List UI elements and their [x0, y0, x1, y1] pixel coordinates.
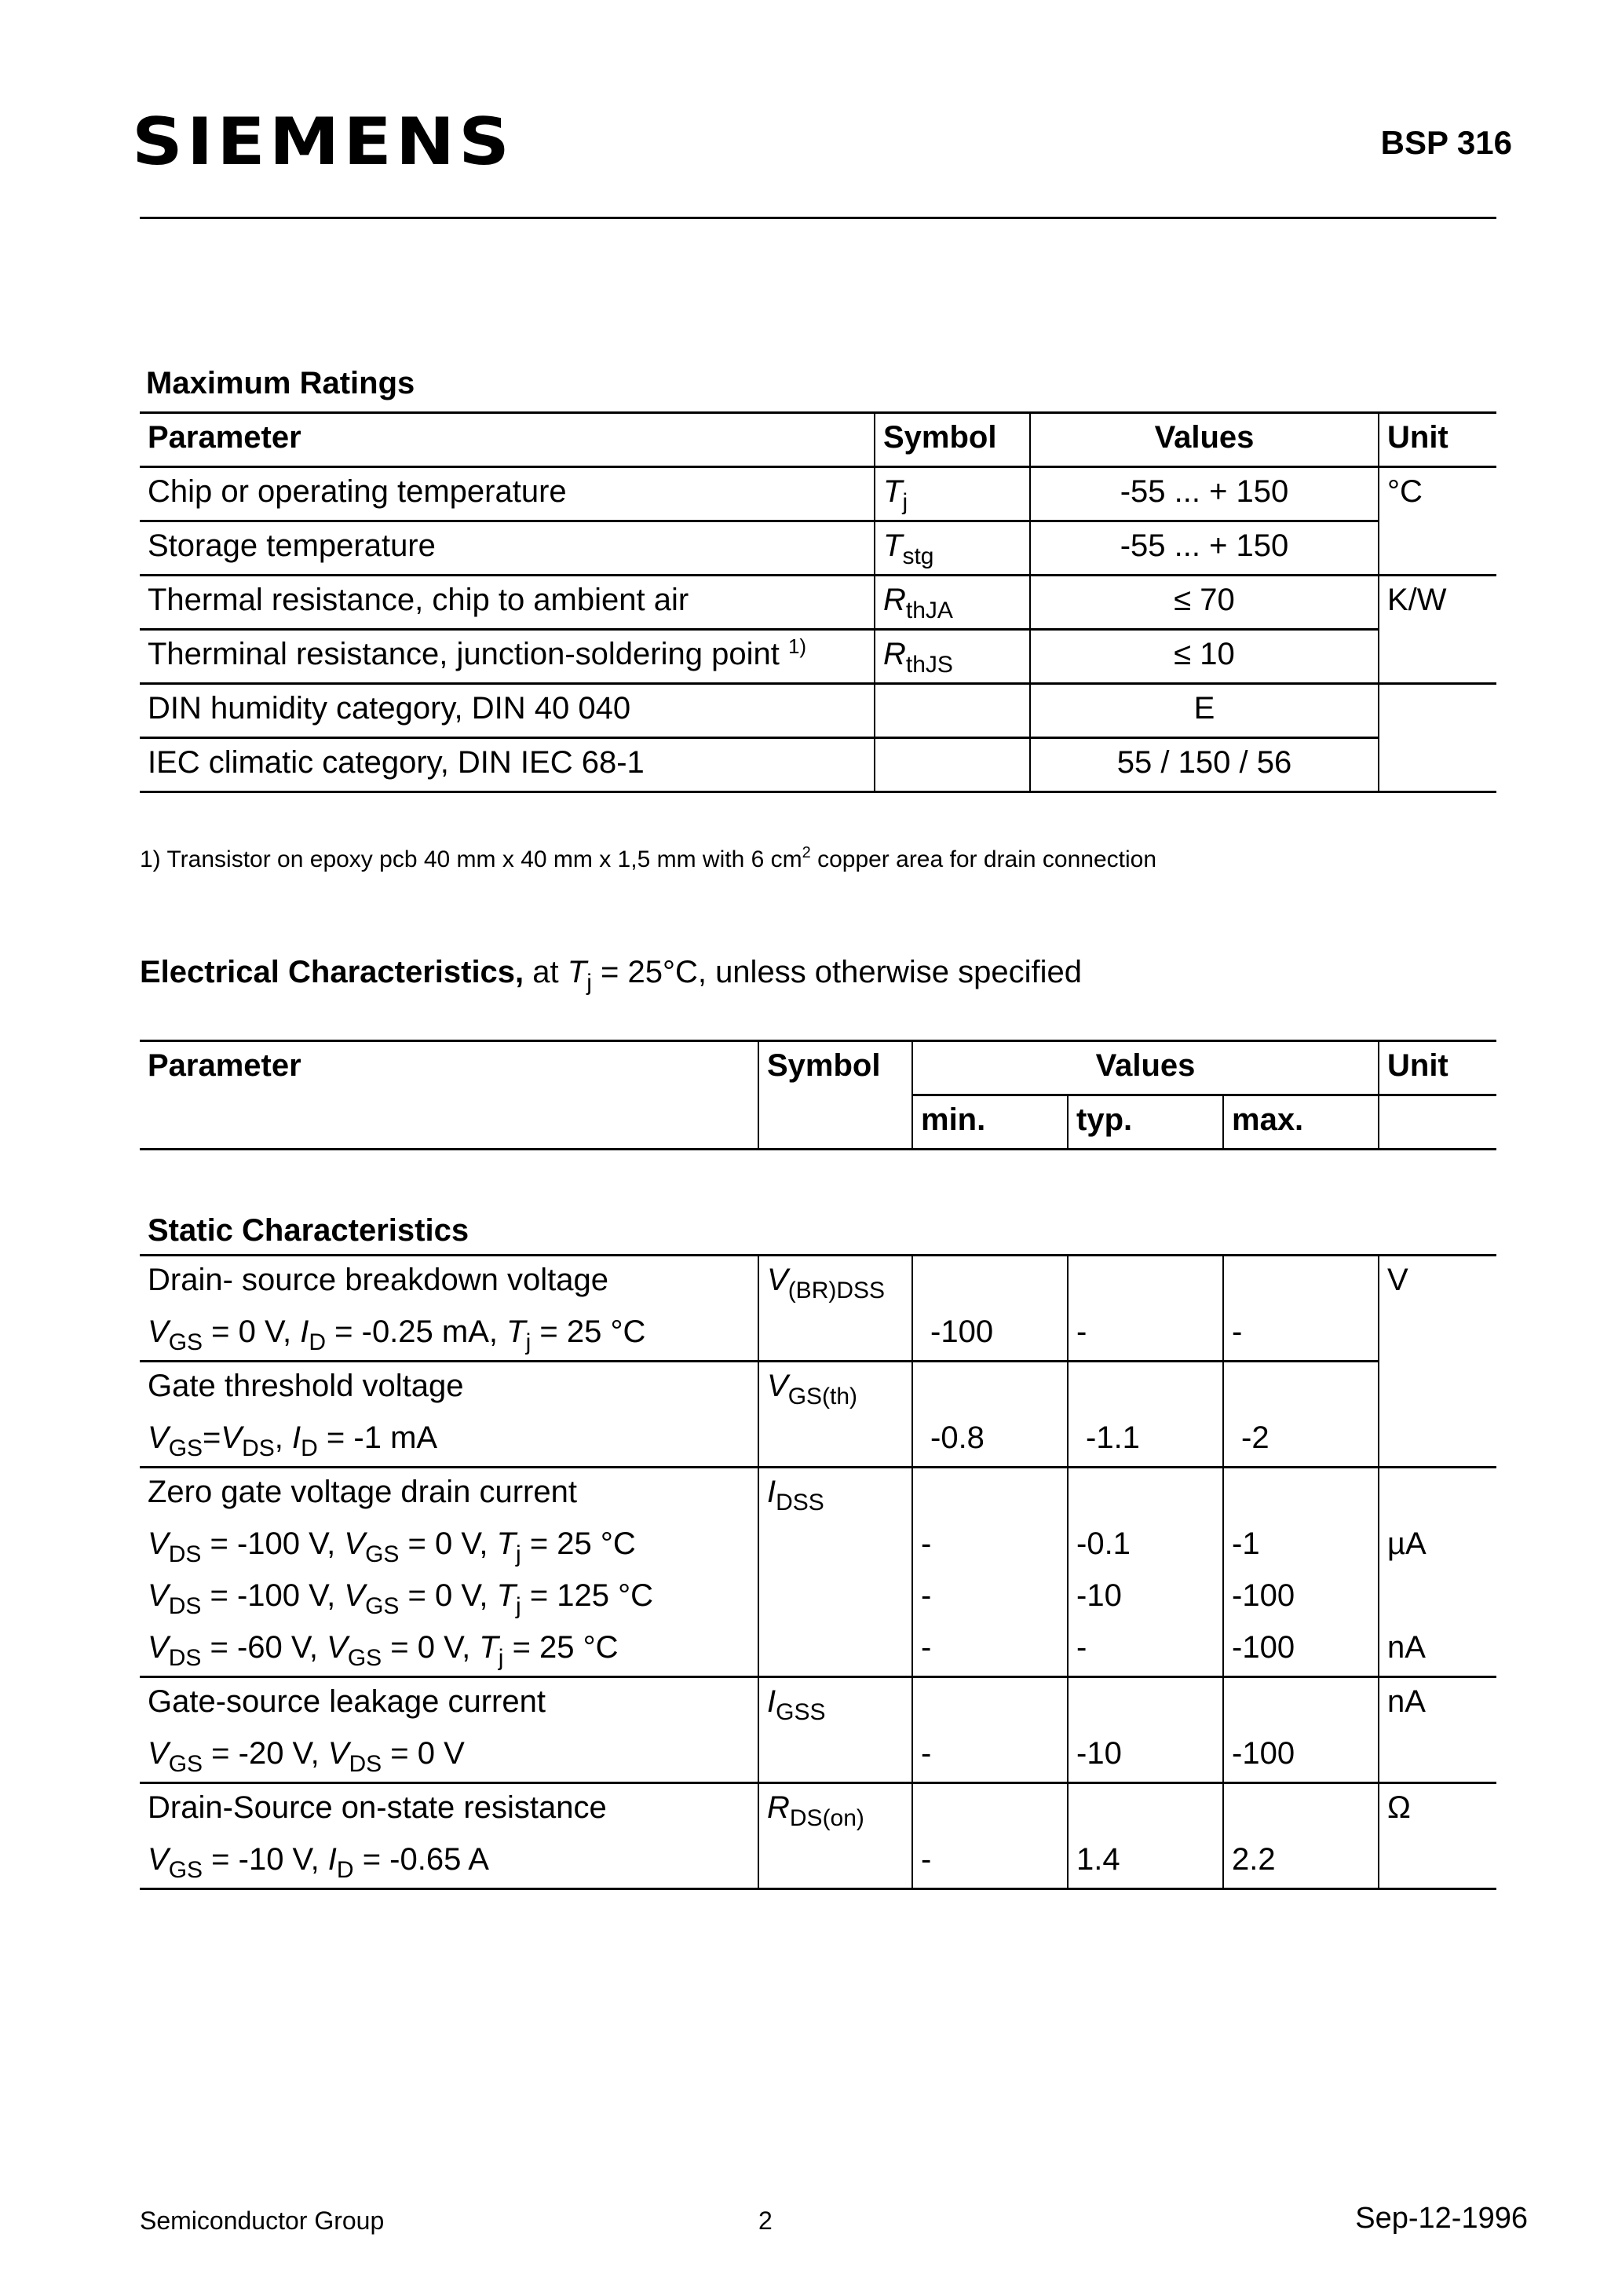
- electrical-title: Electrical Characteristics, at $T_j = 25^\circ C$, unless otherwise specified: [140, 955, 1082, 996]
- table-row: [140, 1624, 1496, 1677]
- min-cell: -: [912, 1836, 1068, 1889]
- table-row: [140, 1362, 1496, 1415]
- param-condition: $V_{DS} = -100$ V, $V_{GS} = 0$ V, $T_j = 25$ °C: [148, 1526, 636, 1567]
- unit-cell: nA: [1379, 1677, 1496, 1731]
- max-ratings-header-row: [140, 413, 1496, 467]
- symbol-cell: $R_{DS(on)}$: [758, 1783, 912, 1837]
- symbol-cell: $I_{DSS}$: [758, 1468, 912, 1521]
- electrical-table: [140, 1040, 1496, 1890]
- typ-cell: -1.1: [1068, 1414, 1223, 1468]
- unit-cell: K/W: [1379, 576, 1496, 630]
- part-number: BSP 316: [1380, 124, 1512, 161]
- table-row: [140, 467, 1496, 521]
- table-row: [140, 1783, 1496, 1837]
- table-row: [140, 738, 1496, 792]
- value-cell: -55 ... + 150: [1030, 467, 1379, 521]
- table-row: [140, 1414, 1496, 1468]
- unit-cell: V: [1379, 1256, 1496, 1309]
- unit-cell: Ω: [1379, 1783, 1496, 1837]
- symbol-cell: $R_{thJS}$: [875, 630, 1030, 684]
- typ-cell: -: [1068, 1624, 1223, 1677]
- table-row: [140, 1308, 1496, 1362]
- col-header-values: Values: [912, 1041, 1379, 1095]
- typ-cell: -10: [1068, 1730, 1223, 1783]
- param-condition: $V_{DS} = -100$ V, $V_{GS} = 0$ V, $T_j = 125$ °C: [148, 1578, 654, 1619]
- param-cell: Storage temperature: [140, 521, 875, 576]
- max-ratings-table: [140, 411, 1496, 793]
- min-cell: -100: [912, 1308, 1068, 1362]
- min-cell: -: [912, 1730, 1068, 1783]
- footer-date: Sep-12-1996: [1355, 2202, 1528, 2235]
- table-row: [140, 1520, 1496, 1572]
- symbol-cell: $R_{thJA}$: [875, 576, 1030, 630]
- value-cell: -55 ... + 150: [1030, 521, 1379, 576]
- col-header-min: min.: [912, 1095, 1068, 1150]
- typ-cell: -0.1: [1068, 1520, 1223, 1572]
- table-row: [140, 1836, 1496, 1889]
- value-cell: 55 / 150 / 56: [1030, 738, 1379, 792]
- table-row: [140, 1730, 1496, 1783]
- value-cell: ≤ 10: [1030, 630, 1379, 684]
- col-header-typ: typ.: [1068, 1095, 1223, 1150]
- typ-cell: 1.4: [1068, 1836, 1223, 1889]
- param-cell: Therminal resistance, junction-soldering point $^{1)}$: [140, 630, 875, 684]
- unit-cell: [1379, 630, 1496, 684]
- symbol-cell: [875, 738, 1030, 792]
- symbol-cell: [875, 684, 1030, 738]
- param-cell: Thermal resistance, chip to ambient air: [140, 576, 875, 630]
- table-row: [140, 1677, 1496, 1731]
- table-row: [140, 684, 1496, 738]
- page-number: 2: [758, 2206, 773, 2235]
- unit-cell: [1379, 738, 1496, 792]
- min-cell: -: [912, 1520, 1068, 1572]
- section-row: [140, 1150, 1496, 1256]
- symbol-cell: $V_{(BR)DSS}$: [758, 1256, 912, 1309]
- subheader-row: [140, 1095, 1496, 1150]
- max-cell: -: [1223, 1308, 1379, 1362]
- min-cell: -0.8: [912, 1414, 1068, 1468]
- symbol-cell: $I_{GSS}$: [758, 1677, 912, 1731]
- param-name: Drain- source breakdown voltage: [148, 1263, 608, 1297]
- table-row: [140, 1572, 1496, 1624]
- table-row: [140, 521, 1496, 576]
- col-header-max: max.: [1223, 1095, 1379, 1150]
- value-cell: E: [1030, 684, 1379, 738]
- col-header-parameter: Parameter: [140, 413, 875, 467]
- col-header-unit: Unit: [1379, 1041, 1496, 1095]
- param-condition: $V_{GS} = -20$ V, $V_{DS} = 0$ V: [140, 1730, 758, 1783]
- unit-cell: µA: [1379, 1520, 1496, 1572]
- param-name: Drain-Source on-state resistance: [148, 1790, 607, 1825]
- max-ratings-title: Maximum Ratings: [146, 366, 415, 400]
- max-cell: -100: [1223, 1572, 1379, 1624]
- max-cell: -2: [1223, 1414, 1379, 1468]
- param-name: Gate threshold voltage: [148, 1369, 464, 1403]
- table-row: [140, 1256, 1496, 1309]
- col-header-parameter: Parameter: [140, 1041, 758, 1095]
- min-cell: -: [912, 1572, 1068, 1624]
- table-row: [140, 1468, 1496, 1521]
- table-row: [140, 630, 1496, 684]
- param-condition: $V_{DS} = -60$ V, $V_{GS} = 0$ V, $T_j = 25$ °C: [140, 1624, 758, 1677]
- param-name: Zero gate voltage drain current: [148, 1475, 577, 1509]
- siemens-logo: SIEMENS: [132, 104, 513, 181]
- col-header-symbol: Symbol: [758, 1041, 912, 1095]
- unit-cell: °C: [1379, 467, 1496, 521]
- max-cell: -100: [1223, 1624, 1379, 1677]
- param-name: Gate-source leakage current: [148, 1684, 546, 1719]
- section-title: Static Characteristics: [140, 1150, 1496, 1256]
- col-header-unit: Unit: [1379, 413, 1496, 467]
- footer-left: Semiconductor Group: [140, 2206, 385, 2235]
- symbol-cell: $T_j$: [875, 467, 1030, 521]
- value-cell: ≤ 70: [1030, 576, 1379, 630]
- col-header-values: Values: [1030, 413, 1379, 467]
- param-condition: $V_{GS} = -10$ V, $I_D = -0.65$ A: [140, 1836, 758, 1889]
- typ-cell: -10: [1068, 1572, 1223, 1624]
- footnote: 1) Transistor on epoxy pcb 40 mm x 40 mm x 1,5 mm with 6 $cm^2$ copper area for drain connection: [140, 844, 1157, 872]
- unit-cell: [1379, 684, 1496, 738]
- param-cell: DIN humidity category, DIN 40 040: [140, 684, 875, 738]
- max-cell: -100: [1223, 1730, 1379, 1783]
- symbol-cell: $T_{stg}$: [875, 521, 1030, 576]
- param-condition: $V_{GS} = 0$ V, $I_D = -0.25$ mA, $T_j = 25$ °C: [140, 1308, 758, 1362]
- header-rule: [140, 217, 1496, 219]
- unit-cell: nA: [1379, 1624, 1496, 1677]
- max-cell: -1: [1223, 1520, 1379, 1572]
- col-header-symbol: Symbol: [875, 413, 1030, 467]
- param-condition: $V_{GS}=V_{DS}$, $I_D = -1$ mA: [140, 1414, 758, 1468]
- param-cell: Chip or operating temperature: [140, 467, 875, 521]
- unit-cell: [1379, 521, 1496, 576]
- typ-cell: -: [1068, 1308, 1223, 1362]
- symbol-cell: $V_{GS(th)}$: [758, 1362, 912, 1415]
- header-row: [140, 1041, 1496, 1095]
- max-cell: 2.2: [1223, 1836, 1379, 1889]
- param-cell: IEC climatic category, DIN IEC 68-1: [140, 738, 875, 792]
- table-row: [140, 576, 1496, 630]
- min-cell: -: [912, 1624, 1068, 1677]
